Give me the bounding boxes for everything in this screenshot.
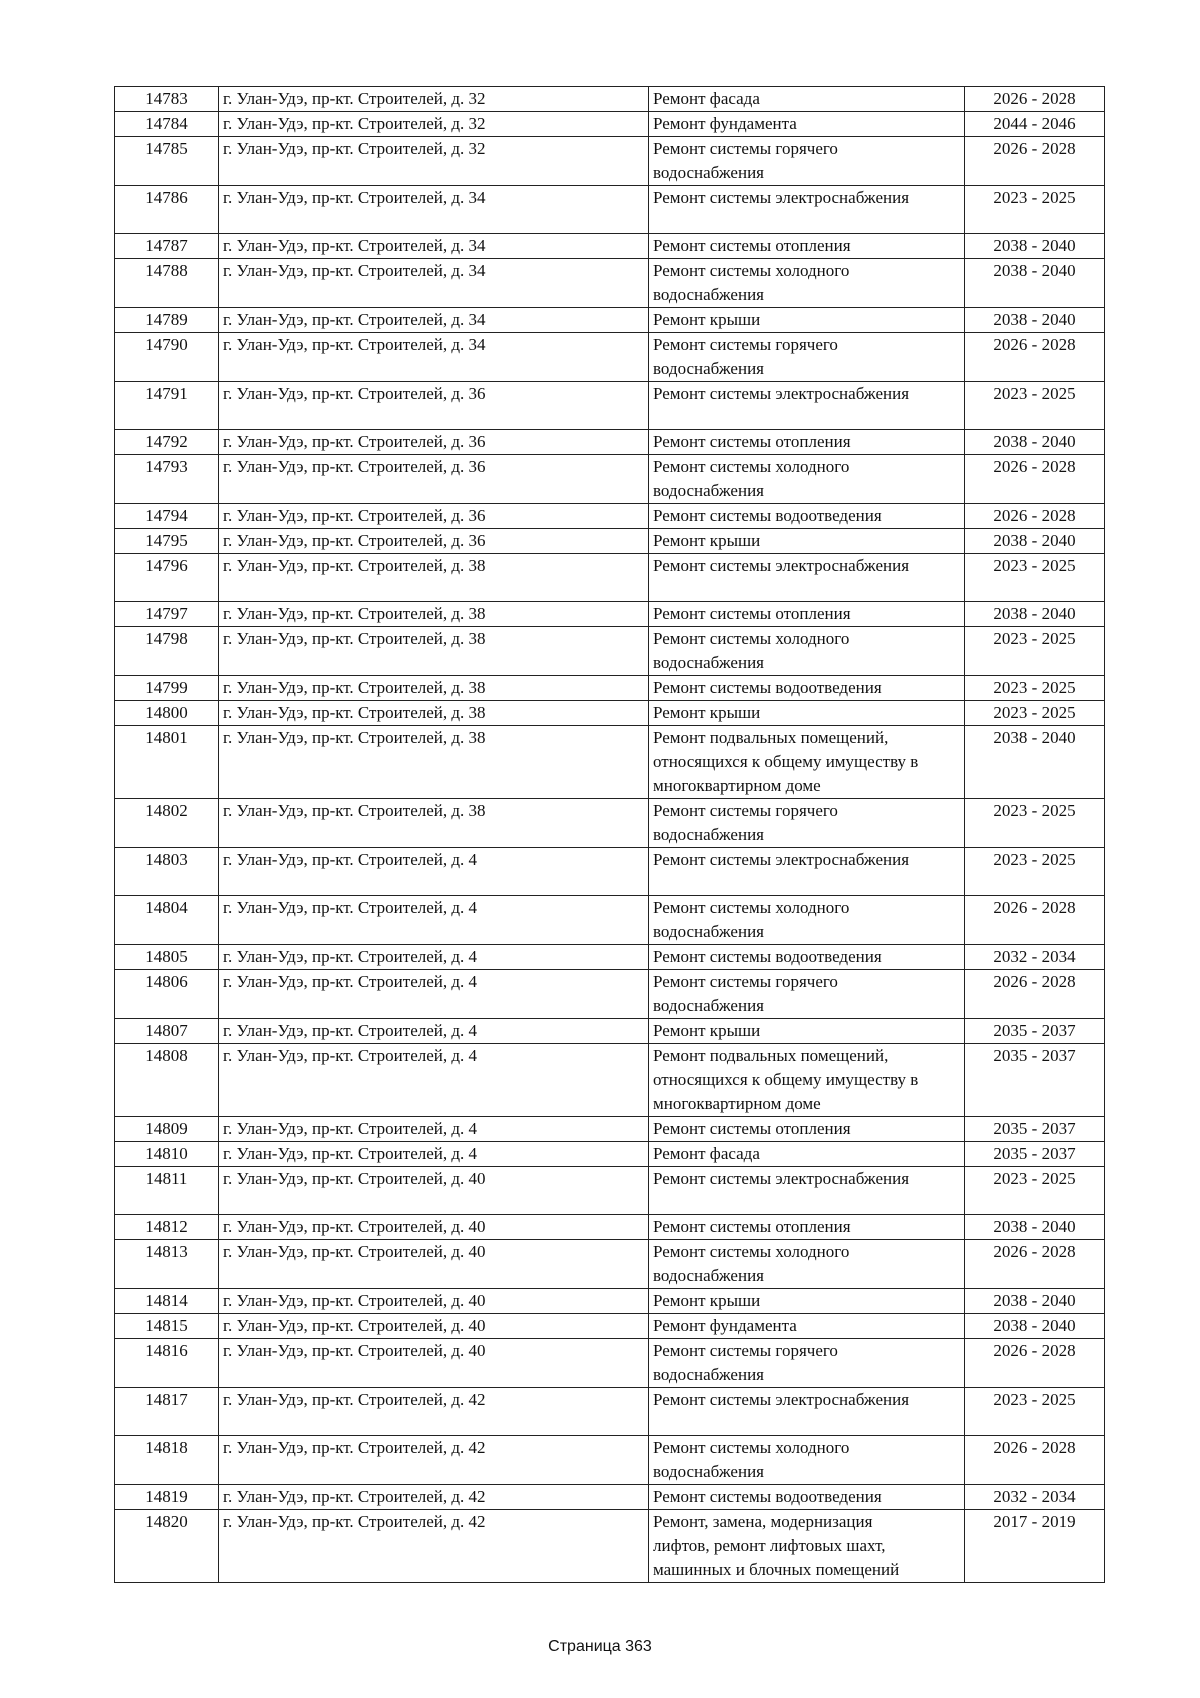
- cell-period: 2035 - 2037: [965, 1142, 1105, 1167]
- cell-period: 2038 - 2040: [965, 1289, 1105, 1314]
- cell-id: 14790: [115, 333, 219, 382]
- cell-id: 14820: [115, 1510, 219, 1583]
- work-line: водоснабжения: [653, 359, 764, 378]
- cell-address: г. Улан-Удэ, пр-кт. Строителей, д. 34: [219, 333, 649, 382]
- cell-period: 2023 - 2025: [965, 848, 1105, 896]
- cell-id: 14805: [115, 945, 219, 970]
- cell-work-type: [649, 1044, 965, 1117]
- work-line: Ремонт системы отопления: [653, 236, 851, 255]
- work-line: водоснабжения: [653, 285, 764, 304]
- cell-work-type: [649, 1117, 965, 1142]
- cell-address: г. Улан-Удэ, пр-кт. Строителей, д. 4: [219, 945, 649, 970]
- cell-address: г. Улан-Удэ, пр-кт. Строителей, д. 36: [219, 430, 649, 455]
- cell-address: г. Улан-Удэ, пр-кт. Строителей, д. 38: [219, 627, 649, 676]
- cell-period: 2026 - 2028: [965, 1240, 1105, 1289]
- cell-id: 14795: [115, 529, 219, 554]
- cell-address: г. Улан-Удэ, пр-кт. Строителей, д. 34: [219, 308, 649, 333]
- cell-id: 14791: [115, 382, 219, 430]
- cell-id: 14792: [115, 430, 219, 455]
- cell-work-type: [649, 382, 965, 430]
- work-line: водоснабжения: [653, 1266, 764, 1285]
- cell-period: 2038 - 2040: [965, 430, 1105, 455]
- cell-id: 14786: [115, 186, 219, 234]
- cell-work-type: [649, 112, 965, 137]
- work-line: Ремонт фундамента: [653, 114, 797, 133]
- cell-work-type: [649, 333, 965, 382]
- cell-address: г. Улан-Удэ, пр-кт. Строителей, д. 40: [219, 1339, 649, 1388]
- cell-work-type: [649, 701, 965, 726]
- cell-work-type: [649, 308, 965, 333]
- cell-period: 2023 - 2025: [965, 1167, 1105, 1215]
- work-line: Ремонт системы холодного: [653, 261, 850, 280]
- cell-id: 14794: [115, 504, 219, 529]
- cell-work-type: [649, 1388, 965, 1436]
- cell-work-type: [649, 1142, 965, 1167]
- work-line: водоснабжения: [653, 481, 764, 500]
- work-line: Ремонт фасада: [653, 1144, 760, 1163]
- cell-address: г. Улан-Удэ, пр-кт. Строителей, д. 36: [219, 529, 649, 554]
- cell-id: 14807: [115, 1019, 219, 1044]
- work-line: относящихся к общему имуществу в: [653, 1070, 919, 1089]
- cell-period: 2026 - 2028: [965, 970, 1105, 1019]
- cell-id: 14799: [115, 676, 219, 701]
- table-row: [115, 1142, 1105, 1167]
- cell-work-type: [649, 504, 965, 529]
- work-line: Ремонт системы водоотведения: [653, 506, 882, 525]
- table-row: [115, 1388, 1105, 1436]
- cell-period: 2032 - 2034: [965, 1485, 1105, 1510]
- cell-address: г. Улан-Удэ, пр-кт. Строителей, д. 40: [219, 1314, 649, 1339]
- table-row: [115, 701, 1105, 726]
- cell-address: г. Улан-Удэ, пр-кт. Строителей, д. 32: [219, 87, 649, 112]
- cell-address: г. Улан-Удэ, пр-кт. Строителей, д. 36: [219, 504, 649, 529]
- cell-work-type: [649, 554, 965, 602]
- cell-period: 2023 - 2025: [965, 627, 1105, 676]
- cell-address: г. Улан-Удэ, пр-кт. Строителей, д. 4: [219, 1019, 649, 1044]
- cell-id: 14810: [115, 1142, 219, 1167]
- cell-work-type: [649, 137, 965, 186]
- cell-id: 14783: [115, 87, 219, 112]
- cell-work-type: [649, 1167, 965, 1215]
- table-row: [115, 1019, 1105, 1044]
- cell-period: 2038 - 2040: [965, 259, 1105, 308]
- table-row: [115, 896, 1105, 945]
- cell-period: 2023 - 2025: [965, 186, 1105, 234]
- cell-work-type: [649, 529, 965, 554]
- cell-work-type: [649, 945, 965, 970]
- table-row: [115, 112, 1105, 137]
- cell-address: г. Улан-Удэ, пр-кт. Строителей, д. 38: [219, 554, 649, 602]
- work-line: Ремонт крыши: [653, 1021, 761, 1040]
- cell-period: 2026 - 2028: [965, 333, 1105, 382]
- table-row: [115, 627, 1105, 676]
- work-line: Ремонт системы горячего: [653, 1341, 838, 1360]
- table-row: [115, 504, 1105, 529]
- work-line: Ремонт системы электроснабжения: [653, 1169, 910, 1188]
- cell-period: 2023 - 2025: [965, 701, 1105, 726]
- cell-work-type: [649, 259, 965, 308]
- work-line: относящихся к общему имуществу в: [653, 752, 919, 771]
- cell-id: 14809: [115, 1117, 219, 1142]
- cell-address: г. Улан-Удэ, пр-кт. Строителей, д. 36: [219, 382, 649, 430]
- table-row: [115, 1339, 1105, 1388]
- work-line: Ремонт фундамента: [653, 1316, 797, 1335]
- cell-address: г. Улан-Удэ, пр-кт. Строителей, д. 40: [219, 1215, 649, 1240]
- work-line: Ремонт системы электроснабжения: [653, 850, 910, 869]
- cell-period: 2038 - 2040: [965, 1215, 1105, 1240]
- cell-id: 14811: [115, 1167, 219, 1215]
- cell-work-type: [649, 1510, 965, 1583]
- cell-id: 14788: [115, 259, 219, 308]
- table-row: [115, 1314, 1105, 1339]
- work-line: многоквартирном доме: [653, 1094, 821, 1113]
- cell-work-type: [649, 1019, 965, 1044]
- work-line: Ремонт системы отопления: [653, 432, 851, 451]
- work-line: Ремонт подвальных помещений,: [653, 728, 889, 747]
- cell-period: 2017 - 2019: [965, 1510, 1105, 1583]
- work-line: Ремонт системы холодного: [653, 457, 850, 476]
- work-line: Ремонт системы холодного: [653, 1242, 850, 1261]
- cell-period: 2026 - 2028: [965, 137, 1105, 186]
- table-row: [115, 234, 1105, 259]
- cell-id: 14801: [115, 726, 219, 799]
- cell-period: 2038 - 2040: [965, 308, 1105, 333]
- cell-address: г. Улан-Удэ, пр-кт. Строителей, д. 34: [219, 186, 649, 234]
- work-line: водоснабжения: [653, 825, 764, 844]
- cell-period: 2035 - 2037: [965, 1044, 1105, 1117]
- cell-address: г. Улан-Удэ, пр-кт. Строителей, д. 40: [219, 1167, 649, 1215]
- work-line: Ремонт системы отопления: [653, 1217, 851, 1236]
- cell-address: г. Улан-Удэ, пр-кт. Строителей, д. 40: [219, 1240, 649, 1289]
- work-line: Ремонт подвальных помещений,: [653, 1046, 889, 1065]
- cell-address: г. Улан-Удэ, пр-кт. Строителей, д. 42: [219, 1388, 649, 1436]
- work-line: Ремонт крыши: [653, 531, 761, 550]
- cell-work-type: [649, 1339, 965, 1388]
- cell-address: г. Улан-Удэ, пр-кт. Строителей, д. 38: [219, 726, 649, 799]
- table-row: [115, 1510, 1105, 1583]
- cell-address: г. Улан-Удэ, пр-кт. Строителей, д. 36: [219, 455, 649, 504]
- cell-period: 2023 - 2025: [965, 799, 1105, 848]
- cell-address: г. Улан-Удэ, пр-кт. Строителей, д. 4: [219, 848, 649, 896]
- cell-period: 2038 - 2040: [965, 234, 1105, 259]
- work-line: Ремонт системы холодного: [653, 629, 850, 648]
- work-line: водоснабжения: [653, 922, 764, 941]
- repair-schedule-table: [114, 86, 1105, 1583]
- cell-period: 2026 - 2028: [965, 87, 1105, 112]
- cell-address: г. Улан-Удэ, пр-кт. Строителей, д. 32: [219, 137, 649, 186]
- cell-address: г. Улан-Удэ, пр-кт. Строителей, д. 32: [219, 112, 649, 137]
- cell-address: г. Улан-Удэ, пр-кт. Строителей, д. 4: [219, 1044, 649, 1117]
- cell-work-type: [649, 848, 965, 896]
- work-line: Ремонт системы отопления: [653, 604, 851, 623]
- cell-address: г. Улан-Удэ, пр-кт. Строителей, д. 34: [219, 234, 649, 259]
- cell-period: 2038 - 2040: [965, 726, 1105, 799]
- table-row: [115, 1485, 1105, 1510]
- table-row: [115, 87, 1105, 112]
- cell-id: 14818: [115, 1436, 219, 1485]
- cell-work-type: [649, 970, 965, 1019]
- cell-id: 14796: [115, 554, 219, 602]
- cell-work-type: [649, 676, 965, 701]
- table-row: [115, 1215, 1105, 1240]
- cell-id: 14802: [115, 799, 219, 848]
- cell-work-type: [649, 234, 965, 259]
- table-row: [115, 1044, 1105, 1117]
- cell-id: 14800: [115, 701, 219, 726]
- cell-work-type: [649, 799, 965, 848]
- table-row: [115, 602, 1105, 627]
- cell-id: 14785: [115, 137, 219, 186]
- table-row: [115, 1289, 1105, 1314]
- cell-id: 14798: [115, 627, 219, 676]
- work-line: Ремонт фасада: [653, 89, 760, 108]
- work-line: водоснабжения: [653, 1462, 764, 1481]
- cell-period: 2026 - 2028: [965, 504, 1105, 529]
- work-line: Ремонт системы электроснабжения: [653, 556, 910, 575]
- cell-period: 2026 - 2028: [965, 896, 1105, 945]
- cell-work-type: [649, 602, 965, 627]
- cell-work-type: [649, 1289, 965, 1314]
- cell-id: 14819: [115, 1485, 219, 1510]
- work-line: Ремонт системы горячего: [653, 972, 838, 991]
- cell-id: 14806: [115, 970, 219, 1019]
- work-line: Ремонт крыши: [653, 1291, 761, 1310]
- cell-work-type: [649, 430, 965, 455]
- cell-work-type: [649, 726, 965, 799]
- work-line: Ремонт, замена, модернизация: [653, 1512, 873, 1531]
- cell-address: г. Улан-Удэ, пр-кт. Строителей, д. 38: [219, 676, 649, 701]
- table-row: [115, 137, 1105, 186]
- cell-period: 2044 - 2046: [965, 112, 1105, 137]
- cell-id: 14815: [115, 1314, 219, 1339]
- cell-period: 2023 - 2025: [965, 554, 1105, 602]
- table-body: [115, 87, 1105, 1583]
- cell-address: г. Улан-Удэ, пр-кт. Строителей, д. 42: [219, 1510, 649, 1583]
- table-row: [115, 848, 1105, 896]
- cell-work-type: [649, 186, 965, 234]
- work-line: водоснабжения: [653, 1365, 764, 1384]
- table-row: [115, 1240, 1105, 1289]
- cell-address: г. Улан-Удэ, пр-кт. Строителей, д. 38: [219, 701, 649, 726]
- cell-address: г. Улан-Удэ, пр-кт. Строителей, д. 42: [219, 1485, 649, 1510]
- cell-work-type: [649, 1215, 965, 1240]
- cell-work-type: [649, 1240, 965, 1289]
- cell-address: г. Улан-Удэ, пр-кт. Строителей, д. 38: [219, 602, 649, 627]
- cell-period: 2035 - 2037: [965, 1117, 1105, 1142]
- table-row: [115, 1167, 1105, 1215]
- cell-address: г. Улан-Удэ, пр-кт. Строителей, д. 4: [219, 1117, 649, 1142]
- cell-work-type: [649, 896, 965, 945]
- cell-id: 14803: [115, 848, 219, 896]
- work-line: Ремонт крыши: [653, 703, 761, 722]
- work-line: Ремонт системы водоотведения: [653, 1487, 882, 1506]
- work-line: водоснабжения: [653, 653, 764, 672]
- table-row: [115, 308, 1105, 333]
- work-line: водоснабжения: [653, 996, 764, 1015]
- cell-id: 14814: [115, 1289, 219, 1314]
- cell-period: 2023 - 2025: [965, 382, 1105, 430]
- table-row: [115, 970, 1105, 1019]
- work-line: Ремонт системы холодного: [653, 1438, 850, 1457]
- cell-period: 2032 - 2034: [965, 945, 1105, 970]
- cell-address: г. Улан-Удэ, пр-кт. Строителей, д. 34: [219, 259, 649, 308]
- work-line: Ремонт системы горячего: [653, 139, 838, 158]
- work-line: Ремонт системы электроснабжения: [653, 188, 910, 207]
- cell-period: 2026 - 2028: [965, 1339, 1105, 1388]
- cell-work-type: [649, 627, 965, 676]
- cell-work-type: [649, 1314, 965, 1339]
- table-row: [115, 333, 1105, 382]
- cell-id: 14812: [115, 1215, 219, 1240]
- work-line: Ремонт системы отопления: [653, 1119, 851, 1138]
- work-line: машинных и блочных помещений: [653, 1560, 900, 1579]
- table-row: [115, 455, 1105, 504]
- cell-address: г. Улан-Удэ, пр-кт. Строителей, д. 4: [219, 1142, 649, 1167]
- cell-address: г. Улан-Удэ, пр-кт. Строителей, д. 4: [219, 896, 649, 945]
- cell-period: 2038 - 2040: [965, 602, 1105, 627]
- cell-id: 14789: [115, 308, 219, 333]
- work-line: лифтов, ремонт лифтовых шахт,: [653, 1536, 886, 1555]
- work-line: Ремонт крыши: [653, 310, 761, 329]
- work-line: Ремонт системы горячего: [653, 801, 838, 820]
- cell-id: 14787: [115, 234, 219, 259]
- cell-address: г. Улан-Удэ, пр-кт. Строителей, д. 4: [219, 970, 649, 1019]
- cell-id: 14797: [115, 602, 219, 627]
- work-line: Ремонт системы водоотведения: [653, 678, 882, 697]
- cell-id: 14808: [115, 1044, 219, 1117]
- table-row: [115, 726, 1105, 799]
- cell-work-type: [649, 1436, 965, 1485]
- table-row: [115, 1117, 1105, 1142]
- table-row: [115, 259, 1105, 308]
- table-row: [115, 799, 1105, 848]
- cell-id: 14804: [115, 896, 219, 945]
- cell-period: 2038 - 2040: [965, 1314, 1105, 1339]
- work-line: Ремонт системы электроснабжения: [653, 384, 910, 403]
- work-line: Ремонт системы электроснабжения: [653, 1390, 910, 1409]
- cell-id: 14817: [115, 1388, 219, 1436]
- cell-period: 2023 - 2025: [965, 676, 1105, 701]
- cell-period: 2026 - 2028: [965, 455, 1105, 504]
- table-row: [115, 554, 1105, 602]
- table-row: [115, 676, 1105, 701]
- cell-period: 2026 - 2028: [965, 1436, 1105, 1485]
- table-row: [115, 945, 1105, 970]
- cell-work-type: [649, 1485, 965, 1510]
- page-number: Страница 363: [548, 1638, 652, 1655]
- table-row: [115, 1436, 1105, 1485]
- cell-period: 2035 - 2037: [965, 1019, 1105, 1044]
- cell-address: г. Улан-Удэ, пр-кт. Строителей, д. 40: [219, 1289, 649, 1314]
- table-row: [115, 529, 1105, 554]
- cell-id: 14784: [115, 112, 219, 137]
- cell-id: 14793: [115, 455, 219, 504]
- table-row: [115, 382, 1105, 430]
- cell-period: 2038 - 2040: [965, 529, 1105, 554]
- work-line: многоквартирном доме: [653, 776, 821, 795]
- cell-address: г. Улан-Удэ, пр-кт. Строителей, д. 38: [219, 799, 649, 848]
- work-line: Ремонт системы холодного: [653, 898, 850, 917]
- table-row: [115, 430, 1105, 455]
- work-line: водоснабжения: [653, 163, 764, 182]
- cell-address: г. Улан-Удэ, пр-кт. Строителей, д. 42: [219, 1436, 649, 1485]
- cell-work-type: [649, 455, 965, 504]
- cell-work-type: [649, 87, 965, 112]
- work-line: Ремонт системы горячего: [653, 335, 838, 354]
- cell-id: 14816: [115, 1339, 219, 1388]
- cell-period: 2023 - 2025: [965, 1388, 1105, 1436]
- cell-id: 14813: [115, 1240, 219, 1289]
- table-row: [115, 186, 1105, 234]
- work-line: Ремонт системы водоотведения: [653, 947, 882, 966]
